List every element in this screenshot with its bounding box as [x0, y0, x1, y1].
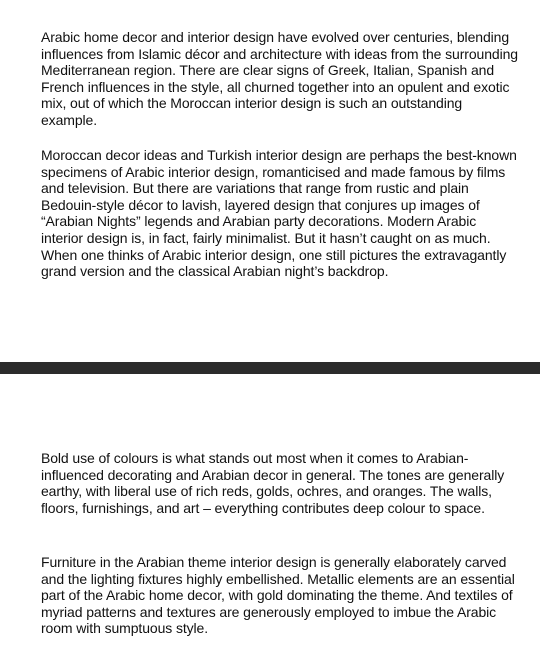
paragraph-arabic-decor-intro: Arabic home decor and interior design have evolved over centuries, blending influences from Islamic décor and architecture with ideas from the surrounding Mediterranean region. There are clear signs of Greek, Italian, Spanish and French influences in the style, all churned together into an opulent and exotic mix, out of which the Moroccan interior design is such an outstanding example. — [41, 29, 518, 128]
page-divider — [0, 362, 540, 374]
paragraph-furniture-lighting: Furniture in the Arabian theme interior design is generally elaborately carved and the lighting fixtures highly embellished. Metallic elements are an essential part of the Arabic home decor, with gold dominating the theme. And textiles of myriad patterns and textures are generously employed to imbue the Arabic room with sumptuous style. — [41, 554, 515, 637]
paragraph-moroccan-turkish-design: Moroccan decor ideas and Turkish interior design are perhaps the best-known specimens of Arabic interior design, romanticised and made famous by films and television. But there are variations that range from rustic and plain Bedouin-style décor to lavish, layered design that conjures up images of “Arabian Nights” legends and Arabian party decorations. Modern Arabic interior design is, in fact, fairly minimalist. But it hasn’t caught on as much. When one thinks of Arabic interior design, one still pictures the extravagantly grand version and the classical Arabian night’s backdrop. — [41, 147, 517, 280]
paragraph-bold-colours: Bold use of colours is what stands out most when it comes to Arabian-influenced decorating and Arabian decor in general. The tones are generally earthy, with liberal use of rich reds, golds, ochres, and oranges. The walls, floors, furnishings, and art – everything contributes deep colour to space. — [41, 450, 505, 516]
